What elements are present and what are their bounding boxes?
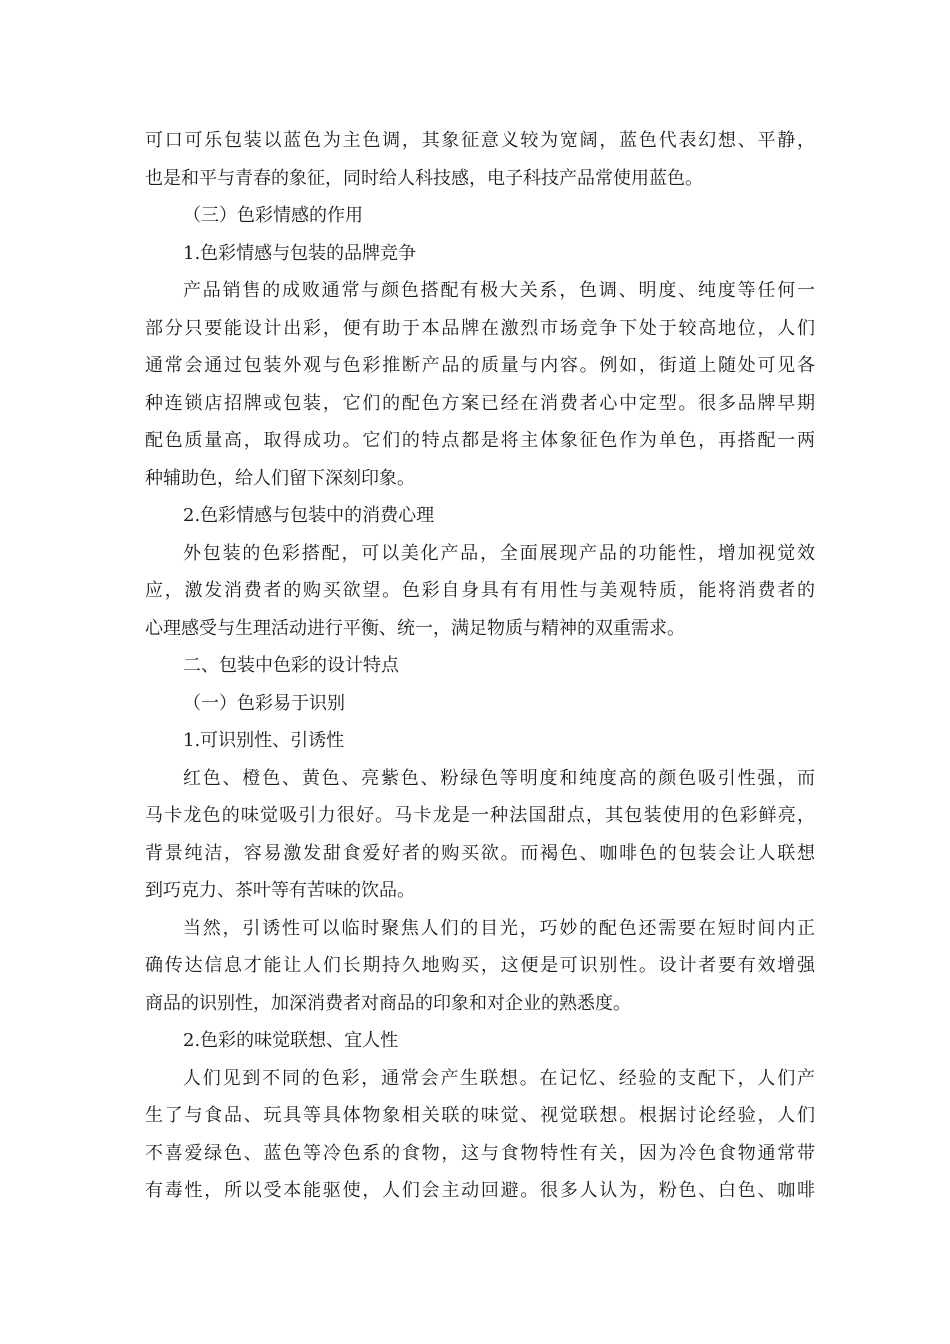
text-line: 人们见到不同的色彩，通常会产生联想。在记忆、经验的支配下，人们产: [183, 1067, 815, 1089]
text-line: 红色、橙色、黄色、亮紫色、粉绿色等明度和纯度高的颜色吸引性强，而: [183, 767, 815, 789]
text-line: 外包装的色彩搭配，可以美化产品，全面展现产品的功能性，增加视觉效: [183, 542, 815, 564]
text-line: 产品销售的成败通常与颜色搭配有极大关系，色调、明度、纯度等任何一: [183, 280, 815, 301]
text-line: 二、包装中色彩的设计特点: [183, 655, 399, 676]
text-line: 配色质量高，取得成功。它们的特点都是将主体象征色作为单色，再搭配一两: [145, 430, 815, 451]
text-line: 可口可乐包装以蓝色为主色调，其象征意义较为宽阔，蓝色代表幻想、平静，: [145, 130, 815, 151]
text-line: 通常会通过包装外观与色彩推断产品的质量与内容。例如，街道上随处可见各: [145, 355, 815, 376]
text-line: 1.可识别性、引诱性: [183, 730, 345, 751]
text-line: 应，激发消费者的购买欲望。色彩自身具有有用性与美观特质，能将消费者的: [145, 580, 815, 601]
text-line: 种辅助色，给人们留下深刻印象。: [145, 467, 415, 489]
text-line: 有毒性，所以受本能驱使，人们会主动回避。很多人认为，粉色、白色、咖啡: [145, 1180, 815, 1201]
text-line: 确传达信息才能让人们长期持久地购买，这便是可识别性。设计者要有效增强: [145, 955, 815, 976]
text-line: 1.色彩情感与包装的品牌竞争: [183, 242, 417, 264]
text-line: 当然，引诱性可以临时聚焦人们的目光，巧妙的配色还需要在短时间内正: [183, 917, 815, 939]
text-line: 到巧克力、茶叶等有苦味的饮品。: [145, 880, 415, 901]
text-line: 2.色彩的味觉联想、宜人性: [183, 1030, 399, 1051]
text-line: 种连锁店招牌或包装，它们的配色方案已经在消费者心中定型。很多品牌早期: [145, 392, 815, 414]
text-line: 2.色彩情感与包装中的消费心理: [183, 505, 435, 526]
text-line: 也是和平与青春的象征，同时给人科技感，电子科技产品常使用蓝色。: [145, 167, 703, 189]
document-body: [145, 122, 815, 1210]
text-line: 商品的识别性，加深消费者对商品的印象和对企业的熟悉度。: [145, 992, 631, 1014]
text-line: （一）色彩易于识别: [183, 692, 345, 714]
text-line: 不喜爱绿色、蓝色等冷色系的食物，这与食物特性有关，因为冷色食物通常带: [145, 1142, 815, 1164]
text-line: 生了与食品、玩具等具体物象相关联的味觉、视觉联想。根据讨论经验，人们: [145, 1105, 815, 1126]
text-line: 背景纯洁，容易激发甜食爱好者的购买欲。而褐色、咖啡色的包装会让人联想: [145, 842, 815, 864]
text-line: 马卡龙色的味觉吸引力很好。马卡龙是一种法国甜点，其包装使用的色彩鲜亮，: [145, 805, 815, 826]
text-line: 部分只要能设计出彩，便有助于本品牌在激烈市场竞争下处于较高地位，人们: [145, 317, 815, 339]
text-line: （三）色彩情感的作用: [183, 205, 363, 226]
text-line: 心理感受与生理活动进行平衡、统一，满足物质与精神的双重需求。: [145, 617, 685, 639]
